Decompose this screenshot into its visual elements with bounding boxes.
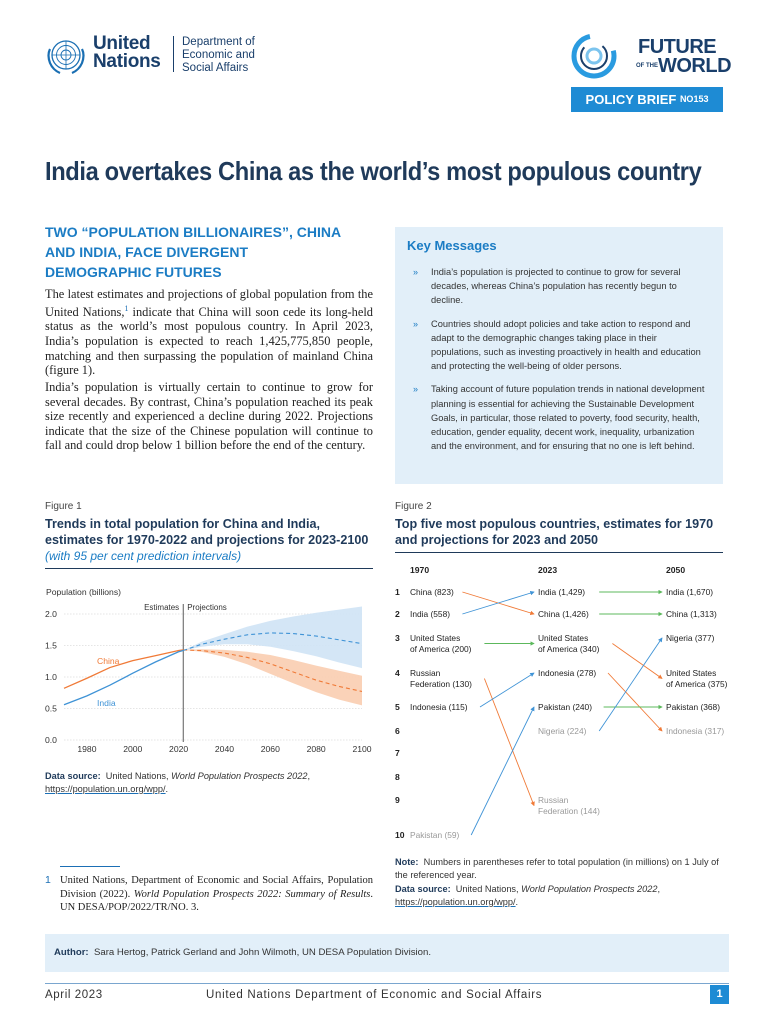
section-heading: TWO “POPULATION BILLIONAIRES”, CHINA AND INDIA, FACE DIVERGENT DEMOGRAPHIC FUTURES xyxy=(45,224,341,280)
figure-2-chart xyxy=(390,560,730,850)
body-paragraph-2: India’s population is virtually certain to continue to grow for several decades. By contrast, China’s population reached its peak size recently and experienced a decline during 2022. Projections indicate that the size of the Chinese population will continue to fall and could drop below 1 billion before the end of the century. xyxy=(45,380,373,453)
china-estimates-line xyxy=(64,650,183,688)
y-tick-label: 2.0 xyxy=(45,609,57,619)
rank-change-arrow xyxy=(608,673,662,731)
country-label-line: of America (340) xyxy=(538,644,600,654)
country-label-line: China (1,313) xyxy=(666,609,717,619)
footnote-number: 1 xyxy=(45,874,51,886)
country-label-line: United States xyxy=(666,668,717,678)
country-label-line: Nigeria (377) xyxy=(666,633,715,643)
x-tick-label: 2080 xyxy=(306,744,326,754)
x-tick-label: 2020 xyxy=(169,744,189,754)
rank-label: 10 xyxy=(395,830,405,840)
country-label-line: India (1,670) xyxy=(666,587,714,597)
figure-1-rule xyxy=(45,568,373,569)
figure-1-source: Data source: United Nations, World Population Prospects 2022, https://population.un.org/wpp/. xyxy=(45,771,311,794)
key-message-item: » Countries should adopt policies and take action to respond and adapt to the demographic changes taking place in their populations, such as investing proactively in health and education and protecting the well-being of older persons. xyxy=(413,317,708,374)
country-label-line: Pakistan (240) xyxy=(538,702,592,712)
footnote-rule xyxy=(60,866,120,867)
figure-1-chart xyxy=(40,578,376,762)
country-label xyxy=(666,587,713,597)
country-label-line: Russian xyxy=(538,795,569,805)
y-axis-label: Population (billions) xyxy=(46,587,121,597)
rank-label: 1 xyxy=(395,587,400,597)
figure-2-source-link[interactable]: https://population.un.org/wpp/ xyxy=(395,897,516,907)
projections-annotation: Projections xyxy=(187,603,227,612)
un-wordmark: United Nations xyxy=(93,33,161,72)
page-title: India overtakes China as the world’s most populous country xyxy=(45,156,702,186)
country-label-line: China (823) xyxy=(410,587,454,597)
rank-label: 7 xyxy=(395,748,400,758)
rank-label: 3 xyxy=(395,633,400,643)
key-message-item: » Taking account of future population trends in national development planning is essential for achieving the Sustainable Development Goals, in particular, those related to poverty, food security, health, education, gender equality, decent work, inequality, urbanization and the environment, and for ensuring that no one is left behind. xyxy=(413,382,708,453)
country-label-line: India (558) xyxy=(410,609,451,619)
rank-label: 4 xyxy=(395,668,400,678)
country-label-line: India (1,429) xyxy=(538,587,586,597)
key-message-item: » India’s population is projected to continue to grow for several decades, whereas China’s population has recently begun to decline. xyxy=(413,265,708,308)
country-label xyxy=(538,633,600,654)
x-tick-label: 1980 xyxy=(77,744,97,754)
country-label-line: Indonesia (115) xyxy=(410,702,468,712)
rank-change-arrow xyxy=(484,679,534,806)
future-of-the-world-logo-icon xyxy=(566,30,630,87)
figure-2-rule xyxy=(395,552,723,553)
country-label-line: United States xyxy=(410,633,461,643)
y-tick-label: 1.5 xyxy=(45,640,57,651)
rank-label: 9 xyxy=(395,795,400,805)
x-tick-label: 2060 xyxy=(260,744,280,754)
country-label-line: Pakistan (368) xyxy=(666,702,720,712)
rank-label: 2 xyxy=(395,609,400,619)
country-label-line: Pakistan (59) xyxy=(410,830,460,840)
figure-1-subtitle: (with 95 per cent prediction intervals) xyxy=(45,549,242,563)
country-label xyxy=(410,830,460,840)
page-number: 1 xyxy=(710,985,729,1004)
india-estimates-line xyxy=(64,651,183,705)
figure-2-label: Figure 2 xyxy=(395,501,432,512)
un-emblem-logo xyxy=(44,33,88,82)
header-divider xyxy=(173,36,174,72)
country-label-line: Federation (130) xyxy=(410,679,472,689)
key-messages-list xyxy=(413,265,708,462)
country-label xyxy=(538,587,585,597)
country-label-line: Nigeria (224) xyxy=(538,726,587,736)
future-of-the-world-wordmark: FUTURE OF THEWORLD xyxy=(636,36,732,77)
country-label xyxy=(410,587,454,597)
country-label xyxy=(666,609,717,619)
rank-change-arrow xyxy=(480,673,534,707)
country-label-line: Federation (144) xyxy=(538,806,600,816)
country-label xyxy=(410,609,450,619)
country-label xyxy=(410,633,472,654)
country-label xyxy=(538,668,596,678)
policy-brief-number: NO153 xyxy=(679,94,709,104)
figure-2-source: Data source: United Nations, World Population Prospects 2022, https://population.un.org/wpp/. xyxy=(395,884,661,907)
y-tick-label: 0.0 xyxy=(45,735,57,745)
body-paragraph-1: The latest estimates and projections of global population from the United Nations,$^1$ indicate that China will soon cede its long-held status as the world’s most populous country. In April 2023, India’s population is expected to reach 1,425,775,850 people, matching and then surpassing the population of mainland China (figure 1). xyxy=(45,287,374,378)
rank-label: 6 xyxy=(395,726,400,736)
column-header-1970: 1970 xyxy=(410,565,430,575)
department-name: Department of Economic and Social Affairs xyxy=(182,36,255,74)
country-label xyxy=(410,668,472,689)
figure-1-source-link[interactable]: https://population.un.org/wpp/ xyxy=(45,784,166,794)
footnote-reference[interactable]: 1 xyxy=(124,303,129,313)
country-label xyxy=(666,702,720,712)
country-label xyxy=(538,702,592,712)
rank-label: 8 xyxy=(395,772,400,782)
column-header-2050: 2050 xyxy=(666,565,686,575)
author-box: Author: Sara Hertog, Patrick Gerland and John Wilmoth, UN DESA Population Division. xyxy=(45,934,729,972)
rank-change-arrow xyxy=(599,638,662,731)
x-tick-label: 2000 xyxy=(123,744,143,754)
country-label-line: Russian xyxy=(410,668,441,678)
figure-1-title: Trends in total population for China and India, estimates for 1970-2022 and projections for 2023-2100 xyxy=(45,517,369,547)
x-tick-label: 2040 xyxy=(214,744,235,754)
x-tick-label: 2100 xyxy=(352,744,372,754)
y-tick-label: 0.5 xyxy=(45,703,57,714)
country-label-line: China (1,426) xyxy=(538,609,589,619)
footer-organization: United Nations Department of Economic and Social Affairs xyxy=(206,989,543,1001)
country-label xyxy=(538,609,589,619)
footnote-1: 1 United Nations, Department of Economic and Social Affairs, Population Division (2022). World Population Prospects 2022: Summary of Results. UN DESA/POP/2022/TR/NO. 3. xyxy=(45,874,373,913)
country-label xyxy=(410,702,468,712)
figure-1-label: Figure 1 xyxy=(45,501,82,512)
country-label xyxy=(666,633,715,643)
key-messages-title: Key Messages xyxy=(407,238,497,253)
country-label-line: Indonesia (278) xyxy=(538,668,597,678)
india-series-label: India xyxy=(97,698,116,708)
country-label xyxy=(538,726,587,736)
rank-label: 5 xyxy=(395,702,400,712)
country-label xyxy=(538,795,600,816)
china-series-label: China xyxy=(97,656,120,666)
figure-2-note: Note: Numbers in parentheses refer to total population (in millions) on 1 July of the referenced year. xyxy=(395,857,719,880)
footer-rule xyxy=(45,983,729,984)
country-label-line: of America (200) xyxy=(410,644,472,654)
footer-date: April 2023 xyxy=(45,989,103,1001)
country-label-line: Indonesia (317) xyxy=(666,726,725,736)
country-label xyxy=(666,726,724,736)
country-label-line: United States xyxy=(538,633,589,643)
column-header-2023: 2023 xyxy=(538,565,558,575)
country-label-line: of America (375) xyxy=(666,679,728,689)
policy-brief-badge: POLICY BRIEF $^{NO153}$ xyxy=(571,87,723,112)
country-label xyxy=(666,668,728,689)
figure-2-title: Top five most populous countries, estimates for 1970 and projections for 2023 and 2050 xyxy=(395,517,714,547)
y-tick-label: 1.0 xyxy=(45,672,57,682)
estimates-annotation: Estimates xyxy=(144,603,180,612)
